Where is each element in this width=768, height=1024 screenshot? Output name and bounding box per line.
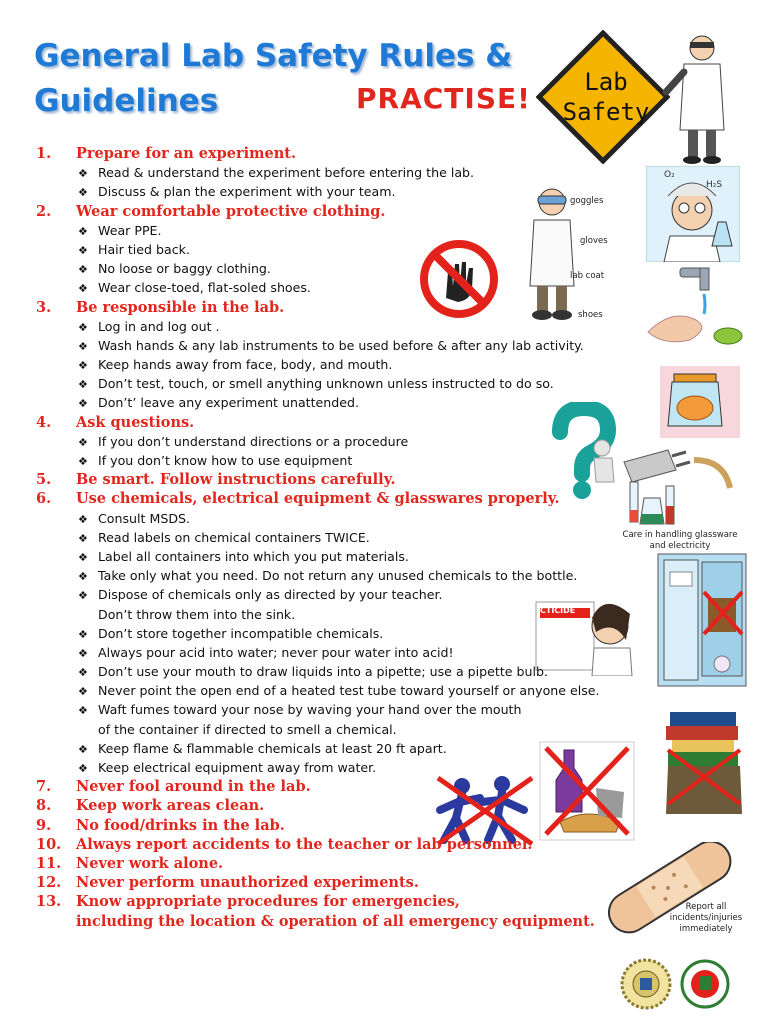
gloves-label: gloves <box>580 236 608 246</box>
rule-number: 8. <box>36 797 52 815</box>
sub-item <box>0 278 700 297</box>
rule-title: Know appropriate procedures for emergencies, <box>76 893 460 911</box>
sub-item <box>0 355 700 374</box>
sub-item <box>0 221 700 240</box>
rule-number: 11. <box>36 854 62 872</box>
msds-label: CTICIDE <box>540 606 576 615</box>
practise-label: PRACTISE! <box>356 82 531 115</box>
rule-title: No food/drinks in the lab. <box>76 816 285 834</box>
sub-item-text: Read & understand the experiment before entering the lab. <box>98 165 475 181</box>
diamond-bullet-icon: ❖ <box>78 435 88 449</box>
rule-title: Never fool around in the lab. <box>76 778 311 796</box>
sub-list <box>0 317 700 413</box>
sub-item-text: Waft fumes toward your nose by waving your hand over the mouth <box>98 702 522 718</box>
diamond-bullet-icon: ❖ <box>78 186 88 200</box>
diamond-bullet-icon: ❖ <box>78 570 88 584</box>
o2-label: O₂ <box>664 170 675 180</box>
rule-title: Always report accidents to the teacher or lab personnel. <box>76 835 533 853</box>
diamond-bullet-icon: ❖ <box>78 512 88 526</box>
rule-number: 5. <box>36 471 52 489</box>
diamond-bullet-icon: ❖ <box>78 243 88 257</box>
rule-item <box>0 298 700 413</box>
glassware-caption-line-1: Care in handling glassware <box>622 530 738 540</box>
sub-item <box>0 374 700 393</box>
rule-title: Prepare for an experiment. <box>76 145 297 162</box>
rule-number: 13. <box>36 893 62 911</box>
rules-list <box>0 144 700 931</box>
sub-item <box>0 259 700 278</box>
rule-number: 4. <box>36 413 52 431</box>
rule-item <box>0 144 700 202</box>
rule-title: Ask questions. <box>76 413 195 431</box>
rule-title: Be smart. Follow instructions carefully. <box>76 471 396 489</box>
rule-number: 2. <box>36 202 52 220</box>
sub-item-text: If you don’t know how to use equipment <box>98 453 353 468</box>
diamond-bullet-icon: ❖ <box>78 531 88 545</box>
diamond-bullet-icon: ❖ <box>78 627 88 641</box>
sub-item <box>0 624 700 643</box>
diamond-bullet-icon: ❖ <box>78 646 88 660</box>
diamond-bullet-icon: ❖ <box>78 455 88 468</box>
sub-item <box>0 681 700 700</box>
rule-item <box>0 413 700 471</box>
sub-item <box>0 336 700 355</box>
rule-item <box>0 854 700 873</box>
sub-item-continuation: of the container if directed to smell a chemical. <box>98 721 397 737</box>
sub-item <box>0 393 700 412</box>
diamond-bullet-icon: ❖ <box>78 167 88 181</box>
sub-item <box>0 528 700 547</box>
sub-item <box>0 758 700 777</box>
diamond-bullet-icon: ❖ <box>78 339 88 353</box>
sub-item-text: Discuss & plan the experiment with your team. <box>98 184 396 200</box>
sub-item <box>0 700 700 719</box>
rule-item <box>0 796 700 815</box>
rule-item <box>0 816 700 835</box>
page-title: General Lab Safety Rules & Guidelines <box>34 38 513 119</box>
rule-item <box>0 202 700 298</box>
diamond-bullet-icon: ❖ <box>78 263 88 277</box>
sub-list <box>0 163 700 201</box>
sub-item <box>0 182 700 201</box>
sub-item <box>0 317 700 336</box>
sub-list <box>0 432 700 470</box>
goggles-label: goggles <box>570 196 604 206</box>
rule-item <box>0 470 700 489</box>
sub-list <box>0 509 700 778</box>
sub-item <box>0 643 700 662</box>
rule-number: 7. <box>36 778 52 796</box>
sub-item-text: Keep flame & flammable chemicals at least 20 ft apart. <box>98 740 447 756</box>
rule-title: Keep work areas clean. <box>76 797 265 815</box>
sub-item <box>0 547 700 566</box>
sub-item-text: Don’t store together incompatible chemicals. <box>98 625 384 641</box>
lab-coat-label: lab coat <box>570 271 605 281</box>
diamond-bullet-icon: ❖ <box>78 742 88 756</box>
diamond-bullet-icon: ❖ <box>78 685 88 699</box>
sub-item <box>0 566 700 585</box>
rule-number: 10. <box>36 835 62 853</box>
sub-item-text: No loose or baggy clothing. <box>98 261 271 277</box>
sign-line-2: Safety <box>562 98 650 126</box>
sub-item-text: Keep electrical equipment away from water. <box>98 760 377 775</box>
diamond-bullet-icon: ❖ <box>78 320 88 334</box>
report-caption-line-2: incidents/injuries <box>669 913 743 923</box>
sub-item <box>0 432 700 451</box>
rule-number: 6. <box>36 490 52 508</box>
rule-title: Be responsible in the lab. <box>76 298 285 316</box>
sub-item-text: Keep hands away from face, body, and mouth. <box>98 357 393 373</box>
diamond-bullet-icon: ❖ <box>78 397 88 411</box>
rule-number: 9. <box>36 816 52 834</box>
h2s-label: H₂S <box>706 180 723 190</box>
school-seal-logo <box>680 958 730 1010</box>
sub-item <box>0 163 700 182</box>
rule-item <box>0 777 700 796</box>
sub-item-text: Don’t test, touch, or smell anything unknown unless instructed to do so. <box>98 376 554 392</box>
glassware-caption-line-2: and electricity <box>649 541 711 551</box>
rule-item <box>0 873 700 892</box>
diamond-bullet-icon: ❖ <box>78 666 88 680</box>
sub-item-text: Don’t’ leave any experiment unattended. <box>98 395 360 411</box>
diamond-bullet-icon: ❖ <box>78 282 88 296</box>
sub-item <box>0 451 700 470</box>
rule-item <box>0 835 700 854</box>
sub-list <box>0 221 700 298</box>
rule-title: Never work alone. <box>76 854 224 872</box>
sub-item-text: Wear PPE. <box>98 222 162 238</box>
sub-item-text: Hair tied back. <box>98 241 190 257</box>
sub-item-text: Wash hands & any lab instruments to be used before & after any lab activity. <box>98 337 584 353</box>
shoes-label: shoes <box>578 310 603 320</box>
diamond-bullet-icon: ❖ <box>78 378 88 392</box>
sub-item <box>0 585 700 604</box>
diamond-bullet-icon: ❖ <box>78 224 88 238</box>
rule-title: Use chemicals, electrical equipment & glasswares properly. <box>76 490 560 508</box>
university-seal-logo <box>620 958 672 1010</box>
sub-item <box>0 509 700 528</box>
diamond-bullet-icon: ❖ <box>78 589 88 603</box>
report-caption-line-3: immediately <box>679 924 733 934</box>
rule-number: 3. <box>36 298 52 316</box>
sub-item <box>0 240 700 259</box>
sub-item-continuation: Don’t throw them into the sink. <box>98 606 296 622</box>
diamond-bullet-icon: ❖ <box>78 550 88 564</box>
diamond-bullet-icon: ❖ <box>78 762 88 775</box>
sub-item-text: Take only what you need. Do not return any unused chemicals to the bottle. <box>98 568 578 584</box>
rule-title-continuation: including the location & operation of all emergency equipment. <box>76 912 595 930</box>
sub-item-text: If you don’t understand directions or a procedure <box>98 433 409 449</box>
sub-item <box>0 662 700 681</box>
report-caption-line-1: Report all <box>685 902 727 912</box>
sub-item-text: Don’t use your mouth to draw liquids into a pipette; use a pipette bulb. <box>98 664 548 680</box>
sub-item-text: Wear close-toed, flat-soled shoes. <box>98 280 311 296</box>
diamond-bullet-icon: ❖ <box>78 704 88 718</box>
diamond-bullet-icon: ❖ <box>78 359 88 373</box>
rule-number: 1. <box>36 145 52 162</box>
sub-item-text: Label all containers into which you put materials. <box>98 548 409 564</box>
rule-number: 12. <box>36 874 62 892</box>
sub-item-text: Always pour acid into water; never pour water into acid! <box>98 644 454 660</box>
sub-item-text: Log in and log out . <box>98 318 220 334</box>
rule-title: Wear comfortable protective clothing. <box>76 202 386 220</box>
sub-item <box>0 739 700 758</box>
sub-item-text: Read labels on chemical containers TWICE. <box>98 529 370 545</box>
rule-title: Never perform unauthorized experiments. <box>76 874 419 892</box>
sub-item-text: Dispose of chemicals only as directed by your teacher. <box>98 587 443 603</box>
sub-item-text: Consult MSDS. <box>98 510 191 526</box>
rule-item <box>0 489 700 777</box>
rule-item <box>0 892 700 930</box>
sub-item-text: Never point the open end of a heated test tube toward yourself or anyone else. <box>98 683 600 699</box>
sign-line-1: Lab <box>584 68 628 96</box>
